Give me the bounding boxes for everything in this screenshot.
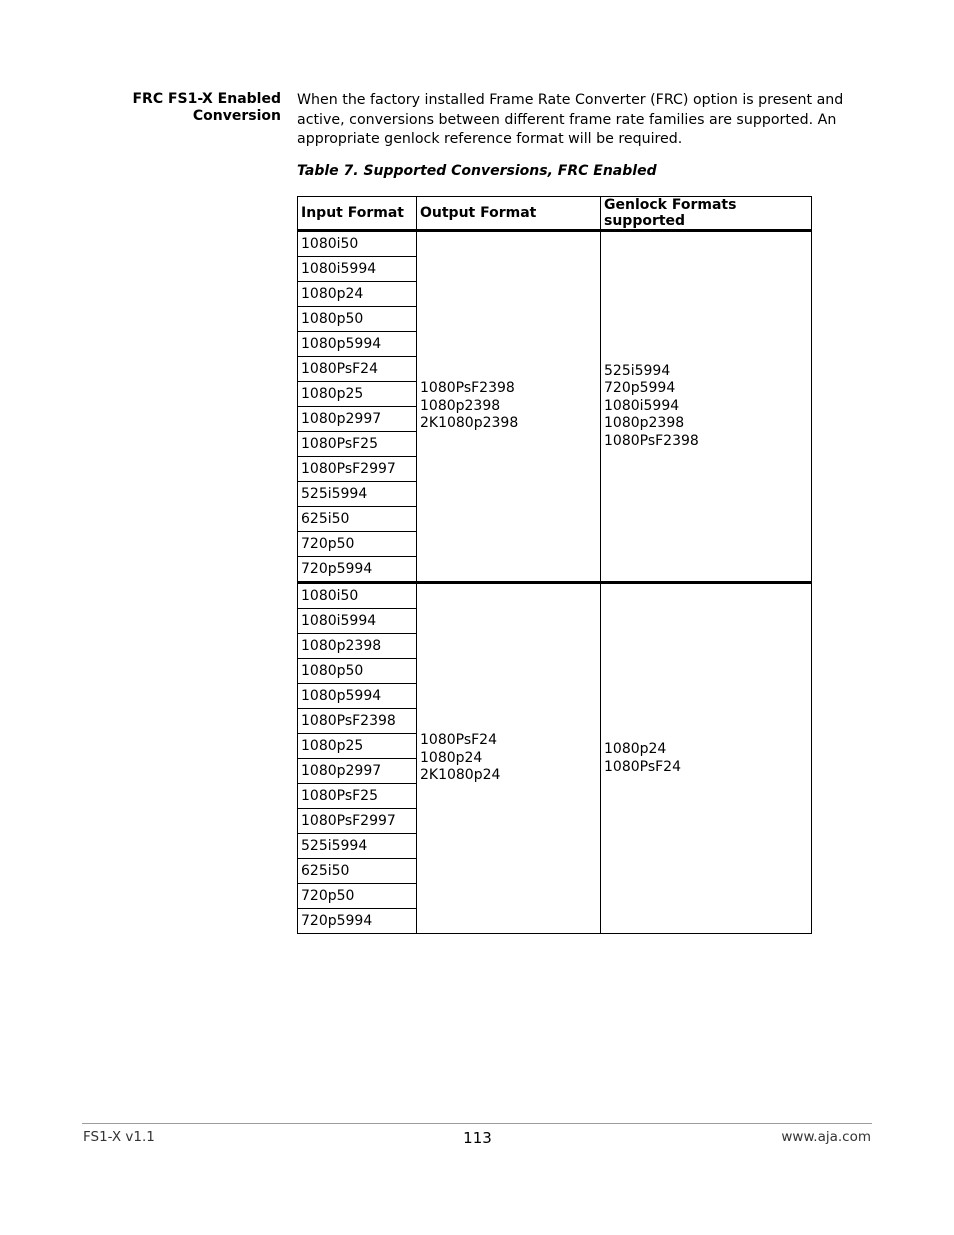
input-format-cell: 1080p50 — [298, 307, 417, 332]
footer-website: www.aja.com — [781, 1129, 871, 1145]
input-format-cell: 1080i5994 — [298, 257, 417, 282]
input-format-cell: 1080p25 — [298, 382, 417, 407]
section-heading: FRC FS1-X Enabled Conversion — [132, 91, 281, 124]
genlock-formats-cell: 525i5994 720p5994 1080i5994 1080p2398 1080PsF2398 — [601, 231, 812, 583]
input-format-cell: 1080PsF2398 — [298, 709, 417, 734]
table-caption: Table 7. Supported Conversions, FRC Enabled — [297, 163, 657, 179]
table-body — [298, 231, 812, 934]
footer-page-number: 113 — [463, 1129, 492, 1147]
input-format-cell: 625i50 — [298, 859, 417, 884]
output-formats-cell: 1080PsF24 1080p24 2K1080p24 — [417, 583, 601, 934]
conversions-table — [297, 196, 812, 934]
table-header-row — [298, 197, 812, 231]
input-format-cell: 1080PsF2997 — [298, 809, 417, 834]
header-genlock-formats: Genlock Formats supported — [601, 197, 812, 231]
input-format-cell: 625i50 — [298, 507, 417, 532]
input-format-cell: 720p50 — [298, 884, 417, 909]
genlock-formats-cell: 1080p24 1080PsF24 — [601, 583, 812, 934]
table-row — [298, 231, 812, 257]
input-format-cell: 1080p5994 — [298, 684, 417, 709]
intro-paragraph: When the factory installed Frame Rate Converter (FRC) option is present and active, conversions between different frame rate families are supported. An appropriate genlock reference format will be required. — [297, 92, 844, 147]
table-row — [298, 583, 812, 609]
input-format-cell: 1080p2997 — [298, 759, 417, 784]
footer-doc-version: FS1-X v1.1 — [83, 1129, 155, 1145]
input-format-cell: 720p5994 — [298, 909, 417, 934]
input-format-cell: 1080p5994 — [298, 332, 417, 357]
input-format-cell: 525i5994 — [298, 482, 417, 507]
input-format-cell: 1080PsF24 — [298, 357, 417, 382]
input-format-cell: 1080p50 — [298, 659, 417, 684]
input-format-cell: 1080i50 — [298, 583, 417, 609]
header-input-format: Input Format — [298, 197, 417, 231]
input-format-cell: 1080p2997 — [298, 407, 417, 432]
input-format-cell: 525i5994 — [298, 834, 417, 859]
input-format-cell: 1080p24 — [298, 282, 417, 307]
input-format-cell: 720p50 — [298, 532, 417, 557]
input-format-cell: 1080i5994 — [298, 609, 417, 634]
input-format-cell: 1080p25 — [298, 734, 417, 759]
input-format-cell: 720p5994 — [298, 557, 417, 583]
footer-divider — [82, 1123, 872, 1124]
input-format-cell: 1080i50 — [298, 231, 417, 257]
input-format-cell: 1080PsF2997 — [298, 457, 417, 482]
input-format-cell: 1080p2398 — [298, 634, 417, 659]
input-format-cell: 1080PsF25 — [298, 784, 417, 809]
output-formats-cell: 1080PsF2398 1080p2398 2K1080p2398 — [417, 231, 601, 583]
input-format-cell: 1080PsF25 — [298, 432, 417, 457]
header-output-format: Output Format — [417, 197, 601, 231]
